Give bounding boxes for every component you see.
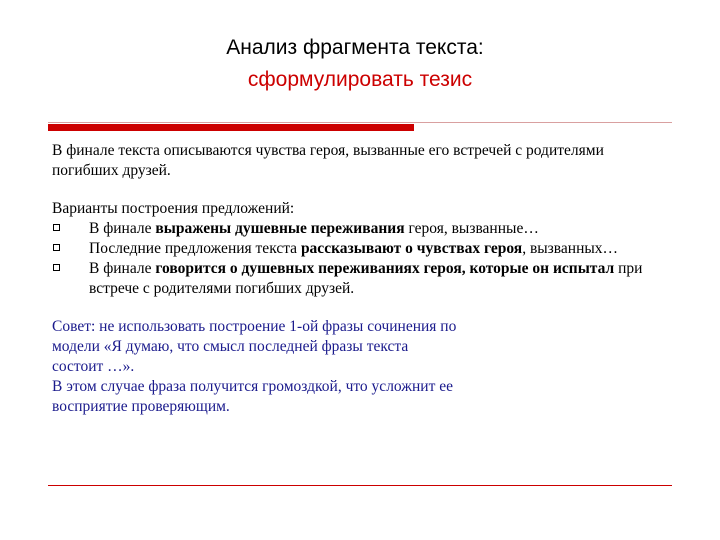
advice-line: Совет: не использовать построение 1-ой фразы сочинения по [52, 318, 457, 335]
advice-line: В этом случае фраза получится громоздкой, что усложнит ее [52, 378, 453, 395]
hollow-square-icon [53, 264, 60, 271]
title-line-1: Анализ фрагмента текста: [226, 36, 484, 59]
advice-line: состоит …». [52, 358, 135, 375]
advice-line: модели «Я думаю, что смысл последней фразы текста [52, 338, 409, 355]
variant-text: В финале [89, 260, 156, 277]
variant-text: Последние предложения текста [89, 240, 301, 257]
variant-text: В финале [89, 220, 156, 237]
title-line-2: сформулировать тезис [247, 68, 473, 91]
variant-emphasis: рассказывают о чувствах героя [300, 240, 523, 257]
variant-item [52, 259, 672, 299]
bottom-divider [48, 485, 672, 486]
variant-text: героя, вызванные… [404, 220, 539, 237]
advice-line: восприятие проверяющим. [52, 398, 230, 415]
hollow-square-icon [53, 244, 60, 251]
hollow-square-icon [53, 224, 60, 231]
variant-text: , вызванных… [522, 240, 619, 257]
slide-title [0, 32, 720, 96]
variant-emphasis: говорится о душевных переживаниях героя, которые он испытал [155, 260, 615, 277]
variants-heading: Варианты построения предложений: [52, 200, 295, 217]
variant-item [52, 219, 672, 239]
variants-list [52, 219, 672, 299]
top-divider-thick [48, 124, 414, 131]
variant-item [52, 239, 672, 259]
variant-text: при встрече с родителями погибших друзей. [89, 260, 643, 297]
variant-emphasis: выражены душевные переживания [155, 220, 405, 237]
advice-block [52, 317, 672, 417]
slide-body [52, 141, 672, 417]
top-divider-thin [48, 122, 672, 123]
intro-paragraph: В финале текста описываются чувства героя, вызванные его встречей с родителями погибших друзей. [52, 142, 604, 179]
